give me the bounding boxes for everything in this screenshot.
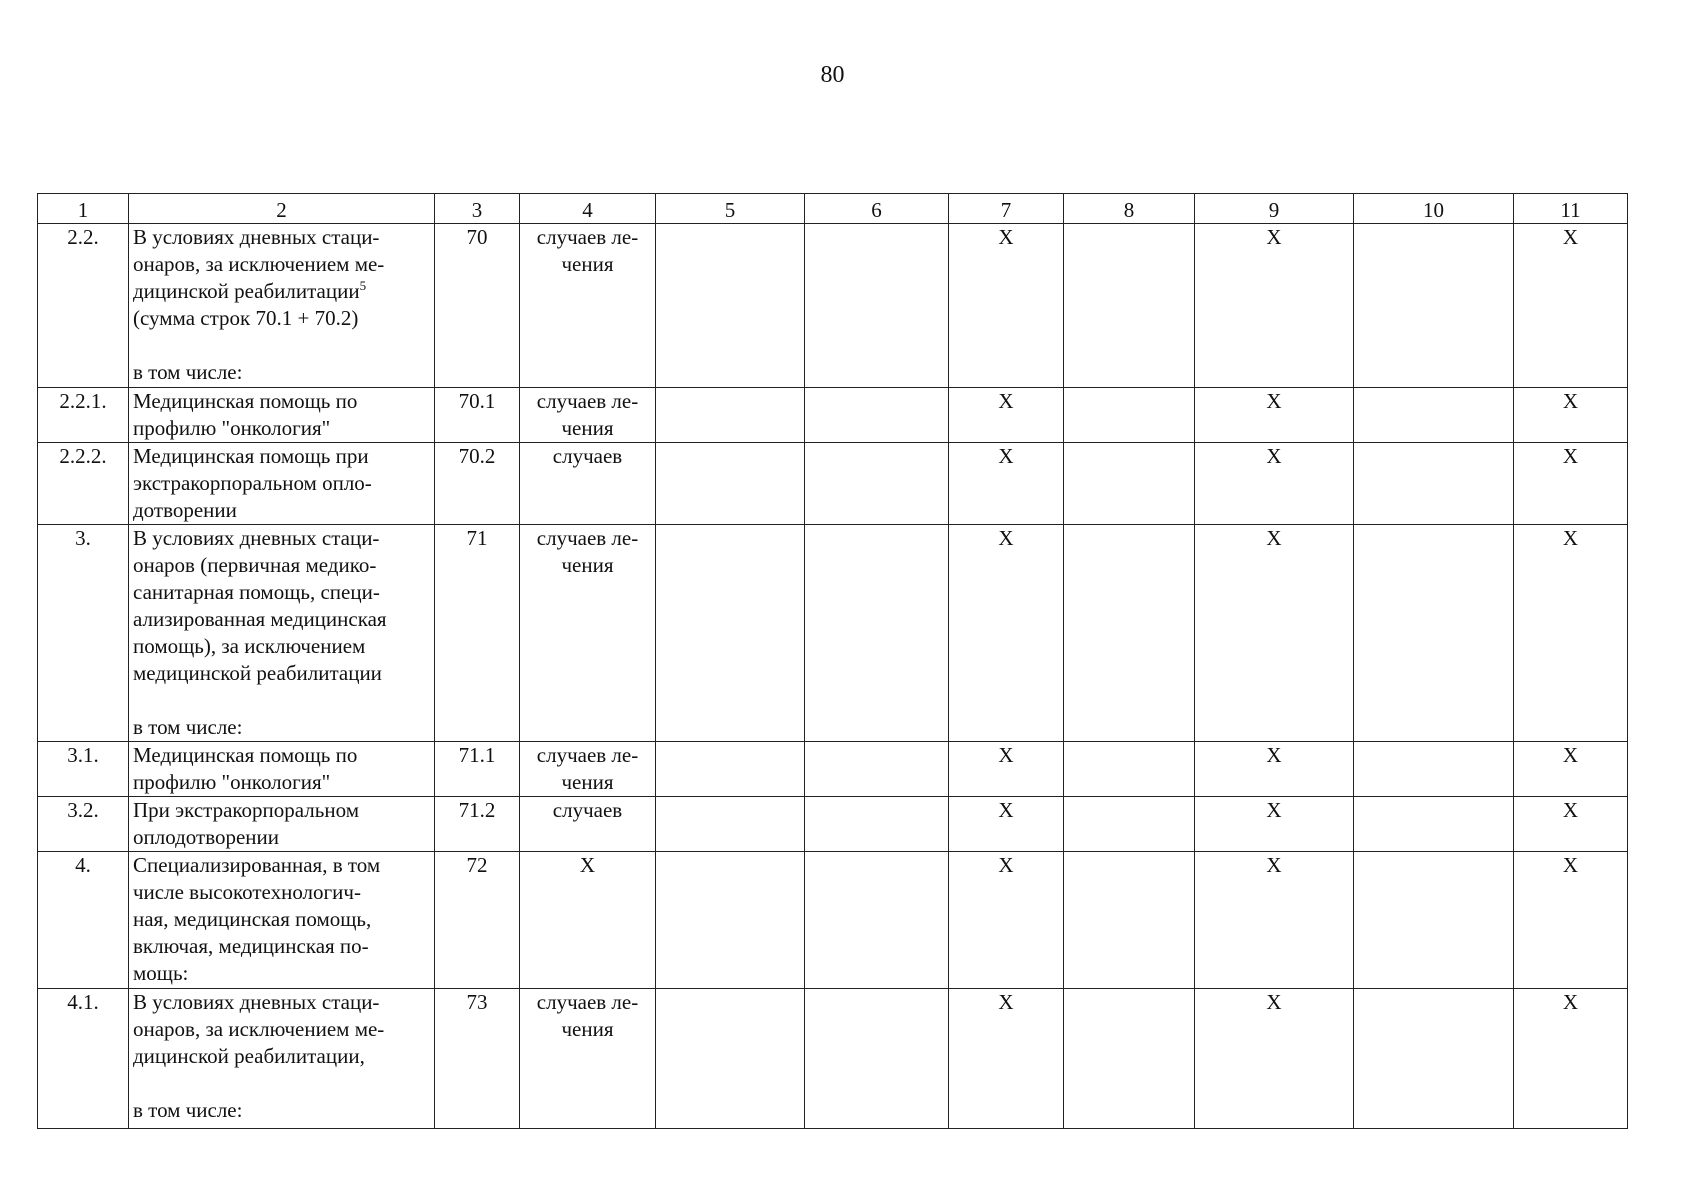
row-number-cell — [38, 742, 129, 797]
row-code-cell — [435, 989, 520, 1129]
not-applicable-mark: Х — [1562, 743, 1579, 767]
row-code-cell — [435, 797, 520, 852]
description-line: дотворении — [133, 498, 237, 522]
column-5-cell — [656, 989, 805, 1129]
description-line: онаров (первичная медико- — [133, 553, 377, 577]
column-10-cell — [1354, 797, 1514, 852]
column-10-cell — [1354, 443, 1514, 525]
column-7-cell — [949, 797, 1064, 852]
unit-line: случаев ле- — [536, 389, 639, 413]
description-line: Медицинская помощь по — [133, 389, 358, 413]
header-row — [38, 194, 1628, 224]
not-applicable-mark: Х — [998, 225, 1014, 249]
description-line: оплодотворении — [133, 825, 280, 849]
column-6-cell — [805, 224, 949, 388]
not-applicable-mark: Х — [1562, 389, 1579, 413]
not-applicable-mark: Х — [1562, 853, 1579, 877]
not-applicable-mark: Х — [1266, 389, 1282, 413]
not-applicable-mark: Х — [998, 743, 1014, 767]
description-line: дицинской реабилитации — [133, 279, 360, 303]
column-8-cell — [1064, 989, 1195, 1129]
description-line: При экстракорпоральном — [133, 798, 359, 822]
unit-line: случаев ле- — [536, 225, 639, 249]
row-unit-cell — [520, 989, 656, 1129]
column-header-11: 11 — [1514, 194, 1628, 224]
row-number: 4. — [75, 853, 91, 877]
column-7-cell — [949, 224, 1064, 388]
column-9-cell — [1195, 989, 1354, 1129]
description-line: включая, медицинская по- — [133, 934, 369, 958]
row-description-cell — [129, 525, 435, 742]
column-header-3: 3 — [435, 194, 520, 224]
row-number-cell — [38, 525, 129, 742]
column-5-cell — [656, 852, 805, 989]
description-line: мощь: — [133, 961, 189, 985]
row-unit-cell — [520, 388, 656, 443]
description-line: ализированная медицинская — [133, 607, 387, 631]
not-applicable-mark: Х — [1266, 743, 1282, 767]
column-5-cell — [656, 525, 805, 742]
in-that-number-note: в том числе: — [133, 715, 243, 739]
unit-line: чения — [561, 252, 614, 276]
column-8-cell — [1064, 443, 1195, 525]
description-line: ная, медицинская помощь, — [133, 907, 372, 931]
column-11-cell — [1514, 742, 1628, 797]
description-line: В условиях дневных стаци- — [133, 225, 380, 249]
description-line: экстракорпоральном опло- — [133, 471, 372, 495]
column-10-cell — [1354, 742, 1514, 797]
row-description-cell — [129, 742, 435, 797]
description-line: Медицинская помощь при — [133, 444, 369, 468]
row-unit-cell — [520, 224, 656, 388]
not-applicable-mark: Х — [1266, 853, 1282, 877]
description-line: онаров, за исключением ме- — [133, 1017, 385, 1041]
column-6-cell — [805, 388, 949, 443]
column-11-cell — [1514, 989, 1628, 1129]
column-7-cell — [949, 742, 1064, 797]
column-7-cell — [949, 388, 1064, 443]
column-header-7: 7 — [949, 194, 1064, 224]
column-8-cell — [1064, 525, 1195, 742]
column-8-cell — [1064, 388, 1195, 443]
description-line: санитарная помощь, специ- — [133, 580, 380, 604]
spacer — [133, 332, 430, 359]
row-description-cell — [129, 989, 435, 1129]
column-8-cell — [1064, 224, 1195, 388]
column-header-10: 10 — [1354, 194, 1514, 224]
row-code-cell — [435, 852, 520, 989]
column-10-cell — [1354, 852, 1514, 989]
row-number: 3.2. — [67, 798, 99, 822]
row-number: 2.2.2. — [59, 444, 107, 468]
row-number: 3.1. — [67, 743, 99, 767]
in-that-number-note: в том числе: — [133, 360, 243, 384]
column-7-cell — [949, 989, 1064, 1129]
column-header-6: 6 — [805, 194, 949, 224]
column-6-cell — [805, 525, 949, 742]
column-6-cell — [805, 742, 949, 797]
description-line: В условиях дневных стаци- — [133, 990, 380, 1014]
column-10-cell — [1354, 224, 1514, 388]
row-code: 70 — [466, 225, 488, 249]
row-code-cell — [435, 443, 520, 525]
unit-line: случаев — [552, 798, 623, 822]
column-11-cell — [1514, 224, 1628, 388]
row-unit-cell — [520, 852, 656, 989]
row-code-cell — [435, 525, 520, 742]
unit-line: случаев ле- — [536, 990, 639, 1014]
column-11-cell — [1514, 388, 1628, 443]
table-row — [38, 742, 1628, 797]
not-applicable-mark: Х — [1562, 444, 1579, 468]
description-line: Медицинская помощь по — [133, 743, 358, 767]
unit-line: случаев — [552, 444, 623, 468]
row-number: 3. — [75, 526, 91, 550]
spacer — [133, 1070, 430, 1097]
row-description-cell — [129, 443, 435, 525]
column-11-cell — [1514, 525, 1628, 742]
spacer — [133, 687, 430, 714]
row-unit-cell — [520, 742, 656, 797]
column-5-cell — [656, 443, 805, 525]
not-applicable-mark: Х — [1266, 444, 1282, 468]
column-11-cell — [1514, 852, 1628, 989]
unit-line: чения — [561, 1017, 614, 1041]
row-description-cell — [129, 388, 435, 443]
not-applicable-mark: Х — [1562, 798, 1579, 822]
column-5-cell — [656, 797, 805, 852]
description-line: В условиях дневных стаци- — [133, 526, 380, 550]
not-applicable-mark: Х — [998, 853, 1014, 877]
row-description-cell — [129, 852, 435, 989]
column-10-cell — [1354, 388, 1514, 443]
not-applicable-mark: Х — [998, 444, 1014, 468]
row-unit-cell — [520, 797, 656, 852]
unit-line: чения — [561, 416, 614, 440]
column-6-cell — [805, 989, 949, 1129]
column-9-cell — [1195, 388, 1354, 443]
column-9-cell — [1195, 797, 1354, 852]
description-line: помощь), за исключением — [133, 634, 366, 658]
row-code-cell — [435, 742, 520, 797]
column-7-cell — [949, 443, 1064, 525]
unit-line: случаев ле- — [536, 526, 639, 550]
column-7-cell — [949, 852, 1064, 989]
row-unit-cell — [520, 525, 656, 742]
row-number-cell — [38, 224, 129, 388]
row-code: 70.2 — [458, 444, 496, 468]
row-number: 2.2.1. — [59, 389, 107, 413]
row-code-cell — [435, 388, 520, 443]
unit-line: чения — [561, 770, 614, 794]
row-code-cell — [435, 224, 520, 388]
table-row — [38, 797, 1628, 852]
column-8-cell — [1064, 797, 1195, 852]
column-10-cell — [1354, 525, 1514, 742]
description-line: онаров, за исключением ме- — [133, 252, 385, 276]
footnote-marker: 5 — [359, 278, 367, 293]
table-row — [38, 443, 1628, 525]
row-description-cell — [129, 224, 435, 388]
not-applicable-mark: Х — [1266, 526, 1282, 550]
description-line: дицинской реабилитации, — [133, 1044, 365, 1068]
table-row — [38, 525, 1628, 742]
table-body — [38, 194, 1628, 1129]
not-applicable-mark: Х — [1266, 225, 1282, 249]
column-5-cell — [656, 388, 805, 443]
row-number-cell — [38, 797, 129, 852]
column-6-cell — [805, 443, 949, 525]
row-code: 73 — [466, 990, 488, 1014]
column-10-cell — [1354, 989, 1514, 1129]
not-applicable-mark: Х — [1266, 798, 1282, 822]
column-6-cell — [805, 797, 949, 852]
row-number: 4.1. — [67, 990, 99, 1014]
table-row — [38, 852, 1628, 989]
row-code: 71 — [466, 526, 488, 550]
description-line: (сумма строк 70.1 + 70.2) — [133, 306, 359, 330]
not-applicable-mark: Х — [998, 389, 1014, 413]
column-7-cell — [949, 525, 1064, 742]
row-unit-cell — [520, 443, 656, 525]
row-code: 72 — [466, 853, 488, 877]
description-line: числе высокотехнологич- — [133, 880, 361, 904]
not-applicable-mark: Х — [998, 526, 1014, 550]
row-number-cell — [38, 852, 129, 989]
column-6-cell — [805, 852, 949, 989]
not-applicable-mark: Х — [1562, 225, 1579, 249]
not-applicable-mark: Х — [1266, 990, 1282, 1014]
column-11-cell — [1514, 797, 1628, 852]
row-number-cell — [38, 443, 129, 525]
unit-line: Х — [579, 853, 596, 877]
column-8-cell — [1064, 742, 1195, 797]
row-code: 71.2 — [458, 798, 496, 822]
not-applicable-mark: Х — [1562, 526, 1579, 550]
column-9-cell — [1195, 525, 1354, 742]
row-number: 2.2. — [67, 225, 99, 249]
column-header-4: 4 — [520, 194, 656, 224]
row-number-cell — [38, 989, 129, 1129]
column-9-cell — [1195, 443, 1354, 525]
row-code: 71.1 — [458, 743, 496, 767]
column-header-5: 5 — [656, 194, 805, 224]
description-line: профилю "онкология" — [133, 770, 331, 794]
description-line: медицинской реабилитации — [133, 661, 382, 685]
column-8-cell — [1064, 852, 1195, 989]
column-9-cell — [1195, 224, 1354, 388]
table-row — [38, 224, 1628, 388]
table-row — [38, 989, 1628, 1129]
statistics-form-table — [37, 193, 1628, 1129]
column-9-cell — [1195, 742, 1354, 797]
row-description-cell — [129, 797, 435, 852]
column-9-cell — [1195, 852, 1354, 989]
row-number-cell — [38, 388, 129, 443]
description-line: Специализированная, в том — [133, 853, 381, 877]
not-applicable-mark: Х — [998, 798, 1014, 822]
column-header-9: 9 — [1195, 194, 1354, 224]
unit-line: чения — [561, 553, 614, 577]
unit-line: случаев ле- — [536, 743, 639, 767]
column-5-cell — [656, 742, 805, 797]
page-number: 80 — [820, 62, 845, 88]
row-code: 70.1 — [458, 389, 496, 413]
not-applicable-mark: Х — [998, 990, 1014, 1014]
column-header-8: 8 — [1064, 194, 1195, 224]
not-applicable-mark: Х — [1562, 990, 1579, 1014]
column-5-cell — [656, 224, 805, 388]
description-line: профилю "онкология" — [133, 416, 331, 440]
column-header-1: 1 — [38, 194, 129, 224]
column-11-cell — [1514, 443, 1628, 525]
in-that-number-note: в том числе: — [133, 1098, 243, 1122]
table-row — [38, 388, 1628, 443]
column-header-2: 2 — [129, 194, 435, 224]
